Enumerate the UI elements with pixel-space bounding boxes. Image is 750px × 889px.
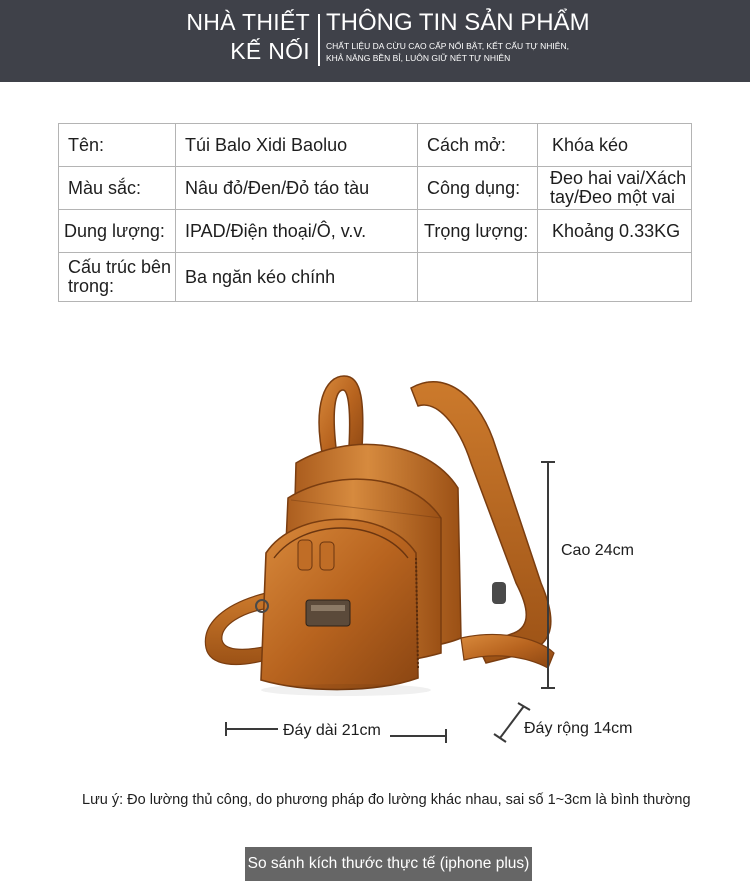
brand-line-2: KẾ NỐI — [230, 38, 310, 64]
table-row — [59, 253, 692, 302]
spec-value: Nâu đỏ/Đen/Đỏ táo tàu — [176, 167, 418, 210]
spec-label: Cách mở: — [418, 124, 538, 167]
length-dimension-cap-right — [445, 729, 447, 743]
spec-value: Khoảng 0.33KG — [538, 210, 692, 253]
spec-value: Đeo hai vai/Xách tay/Đeo một vai — [538, 167, 692, 210]
spec-label: Công dụng: — [418, 167, 538, 210]
header-subtitle-line-1: CHẤT LIỆU DA CỪU CAO CẤP NỔI BẬT, KẾT CẤU TỰ NHIÊN, — [326, 41, 569, 51]
header-title: THÔNG TIN SẢN PHẨM — [326, 9, 590, 36]
header-subtitle — [326, 40, 586, 64]
spec-value — [538, 253, 692, 302]
height-dimension-cap-bottom — [541, 687, 555, 689]
measurement-note: Lưu ý: Đo lường thủ công, do phương pháp đo lường khác nhau, sai số 1~3cm là bình thường — [82, 792, 691, 808]
height-dimension-line — [547, 461, 549, 689]
spec-value: Túi Balo Xidi Baoluo — [176, 124, 418, 167]
spec-label: Cấu trúc bên trong: — [59, 253, 176, 302]
size-compare-button[interactable]: So sánh kích thước thực tế (iphone plus) — [245, 847, 532, 881]
length-dimension-cap-left — [225, 722, 227, 736]
brand-name — [170, 8, 310, 66]
header-subtitle-line-2: KHẢ NĂNG BỀN BỈ, LUÔN GIỮ NÉT TỰ NHIÊN — [326, 53, 511, 63]
spec-value: Khóa kéo — [538, 124, 692, 167]
backpack-image — [196, 368, 586, 708]
spec-label — [418, 253, 538, 302]
spec-label: Dung lượng: — [59, 210, 176, 253]
height-label: Cao 24cm — [561, 542, 634, 559]
header-divider — [318, 14, 320, 66]
spec-label: Tên: — [59, 124, 176, 167]
depth-label: Đáy rộng 14cm — [524, 720, 633, 737]
table-row — [59, 210, 692, 253]
table-row — [59, 124, 692, 167]
spec-value: Ba ngăn kéo chính — [176, 253, 418, 302]
length-dimension-line-left — [226, 728, 278, 730]
spec-label: Trọng lượng: — [418, 210, 538, 253]
brand-line-1: NHÀ THIẾT — [186, 9, 310, 35]
spec-label: Màu sắc: — [59, 167, 176, 210]
spec-value: IPAD/Điện thoại/Ô, v.v. — [176, 210, 418, 253]
header-banner — [0, 0, 750, 82]
spec-table — [58, 123, 692, 302]
length-label: Đáy dài 21cm — [283, 722, 381, 739]
table-row — [59, 167, 692, 210]
height-dimension-cap-top — [541, 461, 555, 463]
length-dimension-line-right — [390, 735, 446, 737]
